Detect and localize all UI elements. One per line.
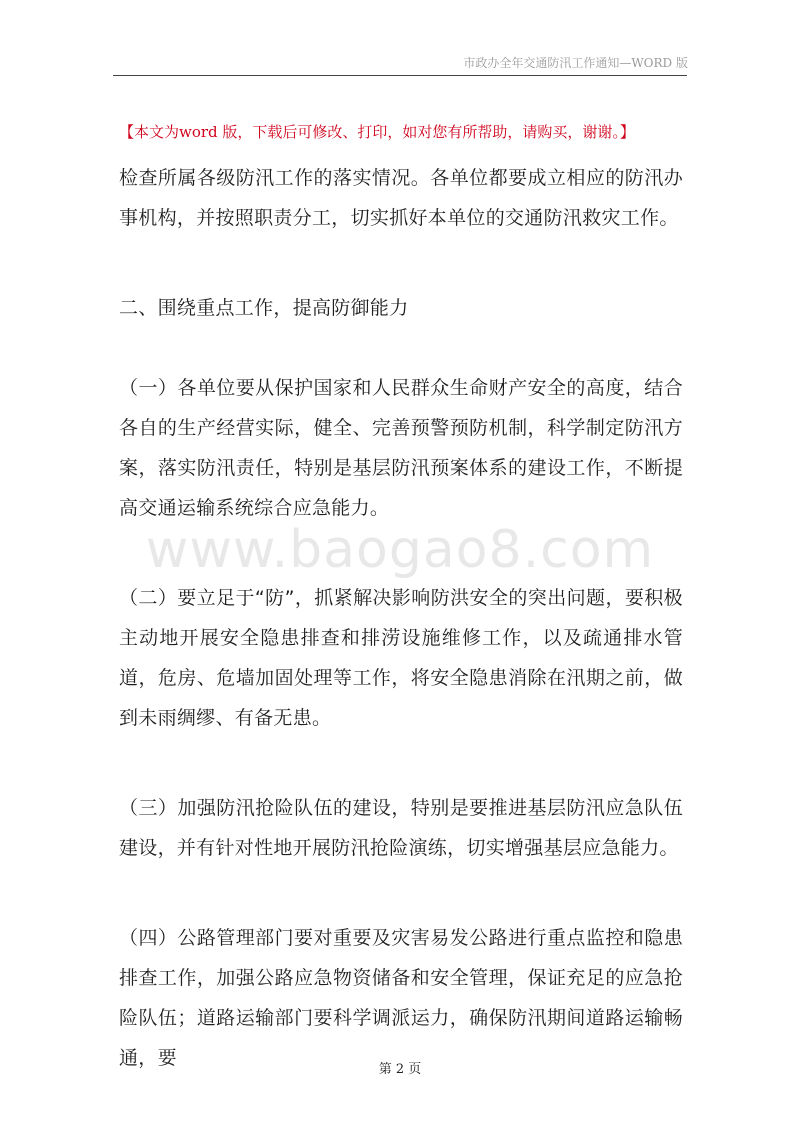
paragraph-item-one: （一）各单位要从保护国家和人民群众生命财产安全的高度，结合各自的生产经营实际，健全、完善预警预防机制，科学制定防汛方案，落实防汛责任，特别是基层防汛预案体系的建设工作，不断提高交通运输系统综合应急能力。	[119, 377, 683, 519]
section-heading-two: 二、围绕重点工作，提高防御能力	[119, 297, 409, 319]
page-number: 第 2 页	[378, 1062, 422, 1077]
paragraph-item-two: （二）要立足于“防”，抓紧解决影响防洪安全的突出问题，要积极主动地开展安全隐患排查和排涝设施维修工作，以及疏通排水管道，危房、危墙加固处理等工作，将安全隐患消除在汛期之前，做到未雨绸缪、有备无患。	[119, 587, 683, 729]
download-notice: 【本文为word 版，下载后可修改、打印，如对您有所帮助，请购买，谢谢。】	[119, 123, 635, 141]
paragraph-continuation: 检查所属各级防汛工作的落实情况。各单位都要成立相应的防汛办事机构，并按照职责分工，切实抓好本单位的交通防汛救灾工作。	[119, 167, 683, 229]
header-divider	[113, 75, 687, 76]
paragraph-item-three: （三）加强防汛抢险队伍的建设，特别是要推进基层防汛应急队伍建设，并有针对性地开展防汛抢险演练，切实增强基层应急能力。	[119, 797, 683, 859]
document-header-title: 市政办全年交通防汛工作通知—WORD 版	[463, 56, 688, 70]
watermark: www.baogao8.com	[145, 520, 655, 580]
paragraph-item-four: （四）公路管理部门要对重要及灾害易发公路进行重点监控和隐患排查工作，加强公路应急物资储备和安全管理，保证充足的应急抢险队伍；道路运输部门要科学调派运力，确保防汛期间道路运输畅通，要	[119, 927, 683, 1069]
